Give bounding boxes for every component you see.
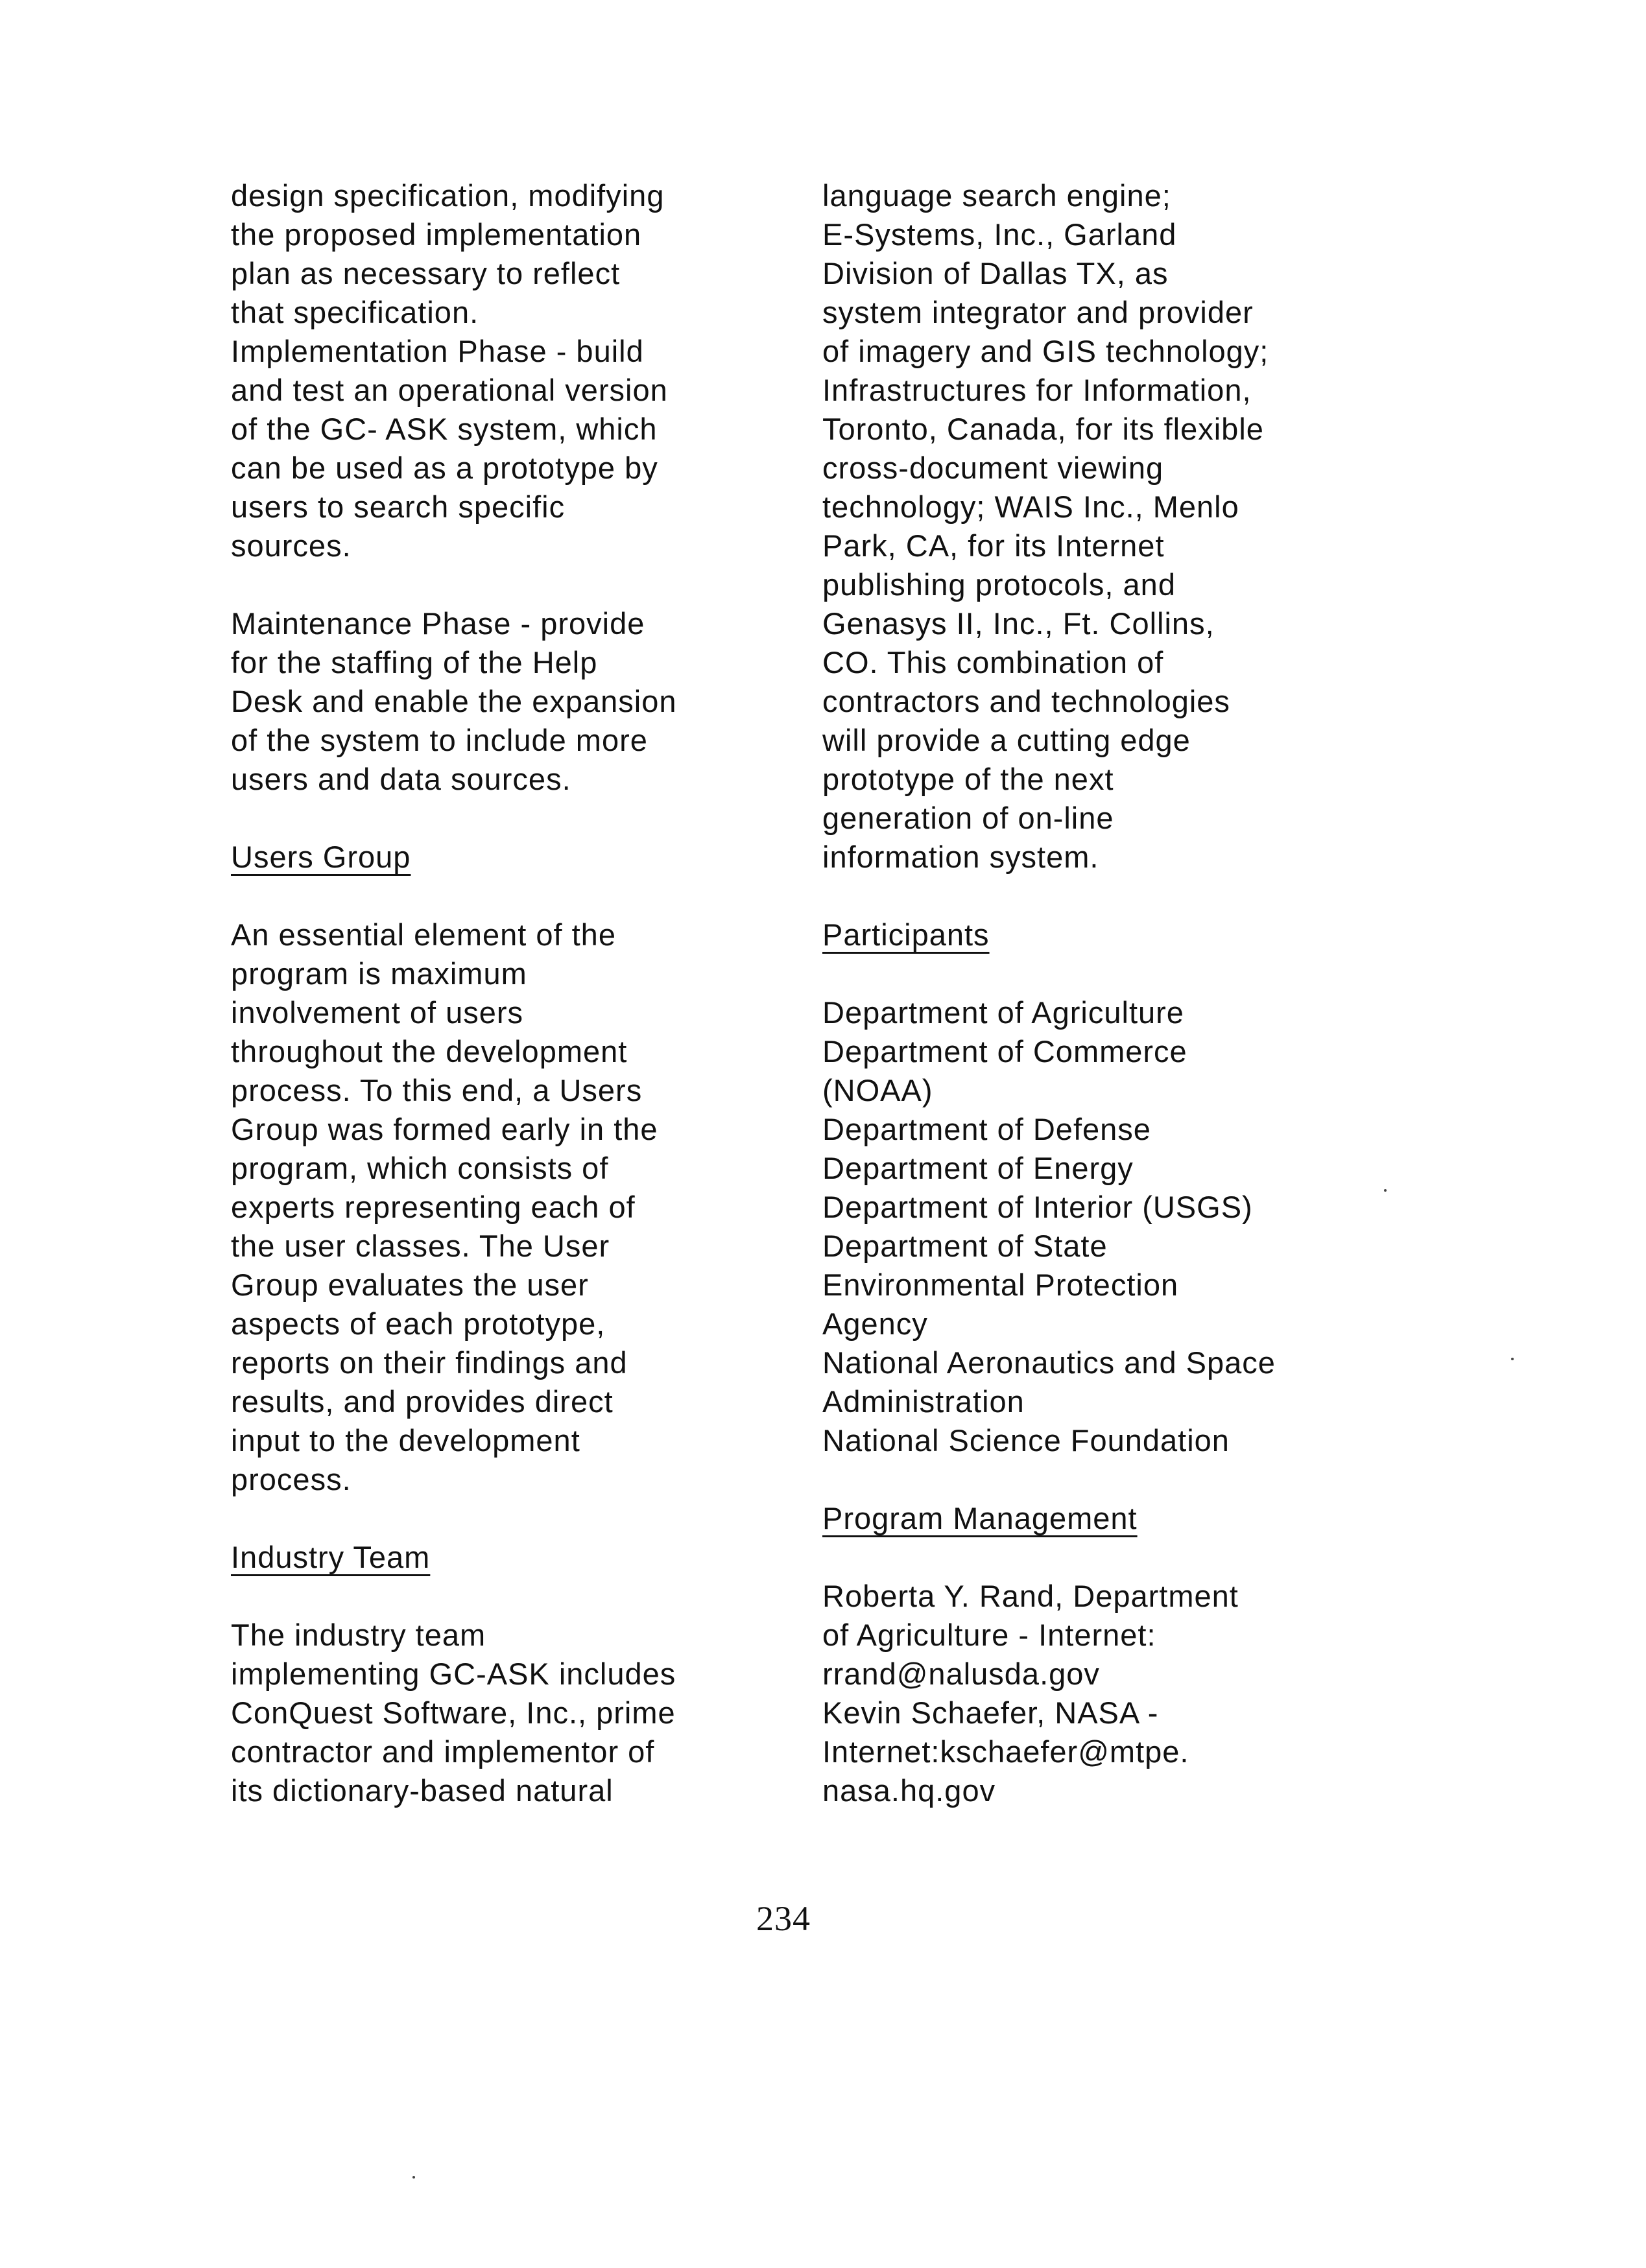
text-line: technology; WAIS Inc., Menlo	[822, 490, 1239, 524]
text-line: contractors and technologies	[822, 684, 1230, 718]
text-line: information system.	[822, 840, 1099, 874]
text-line: Infrastructures for Information,	[822, 373, 1252, 407]
section-heading-industry-team: Industry Team	[231, 1540, 431, 1574]
text-line: involvement of users	[231, 995, 524, 1030]
text-line: aspects of each prototype,	[231, 1306, 606, 1341]
text-line: the user classes. The User	[231, 1229, 610, 1263]
text-line: Maintenance Phase - provide	[231, 606, 645, 641]
text-line: Division of Dallas TX, as	[822, 256, 1169, 290]
paragraph	[231, 915, 789, 1499]
list-item: Agency	[822, 1306, 928, 1341]
text-line: that specification.	[231, 295, 479, 329]
list-item: Department of Interior (USGS)	[822, 1190, 1253, 1224]
section-heading-participants: Participants	[822, 917, 990, 952]
list-item: Department of Energy	[822, 1151, 1134, 1185]
text-line: can be used as a prototype by	[231, 451, 658, 485]
text-line: publishing protocols, and	[822, 567, 1176, 602]
text-line: E-Systems, Inc., Garland	[822, 217, 1177, 252]
contact-email: nasa.hq.gov	[822, 1773, 996, 1808]
text-line: Desk and enable the expansion	[231, 684, 677, 718]
list-item: Department of Commerce	[822, 1034, 1187, 1069]
list-item: Department of Defense	[822, 1112, 1151, 1146]
text-line: implementing GC-ASK includes	[231, 1657, 676, 1691]
text-line: and test an operational version	[231, 373, 668, 407]
text-line: prototype of the next	[822, 762, 1114, 796]
text-line: users and data sources.	[231, 762, 571, 796]
contact-email: Internet:kschaefer@mtpe.	[822, 1734, 1189, 1769]
paragraph	[231, 1616, 789, 1810]
list-item: Department of Agriculture	[822, 995, 1184, 1030]
list-item: Environmental Protection	[822, 1268, 1179, 1302]
program-management-contacts	[822, 1577, 1406, 1810]
section-heading-program-management: Program Management	[822, 1501, 1138, 1535]
scan-speck	[1511, 1358, 1514, 1360]
text-line: throughout the development	[231, 1034, 628, 1069]
section-heading-users-group: Users Group	[231, 840, 411, 874]
text-line: its dictionary-based natural	[231, 1773, 614, 1808]
page-number: 234	[756, 1899, 811, 1938]
text-line: language search engine;	[822, 178, 1171, 213]
left-column	[231, 176, 789, 1810]
text-line: program, which consists of	[231, 1151, 609, 1185]
paragraph	[231, 604, 789, 799]
text-line: Implementation Phase - build	[231, 334, 644, 368]
scan-speck	[1384, 1189, 1387, 1192]
text-line: of the GC- ASK system, which	[231, 412, 658, 446]
text-line: The industry team	[231, 1618, 486, 1652]
list-item: National Science Foundation	[822, 1423, 1230, 1458]
text-line: input to the development	[231, 1423, 580, 1458]
text-line: Kevin Schaefer, NASA -	[822, 1695, 1159, 1730]
participants-list	[822, 993, 1406, 1460]
text-line: Group evaluates the user	[231, 1268, 589, 1302]
text-line: cross-document viewing	[822, 451, 1164, 485]
list-item: (NOAA)	[822, 1073, 933, 1107]
text-line: will provide a cutting edge	[822, 723, 1191, 757]
text-line: experts representing each of	[231, 1190, 636, 1224]
text-line: Genasys II, Inc., Ft. Collins,	[822, 606, 1215, 641]
text-line: of imagery and GIS technology;	[822, 334, 1269, 368]
list-item: Administration	[822, 1384, 1025, 1419]
text-line: reports on their findings and	[231, 1345, 628, 1380]
contact-email: rrand@nalusda.gov	[822, 1657, 1100, 1691]
text-line: sources.	[231, 528, 352, 563]
scan-speck	[412, 2176, 415, 2179]
right-column	[822, 176, 1406, 1810]
text-line: Park, CA, for its Internet	[822, 528, 1165, 563]
paragraph	[822, 176, 1406, 877]
text-line: Toronto, Canada, for its flexible	[822, 412, 1264, 446]
paragraph	[231, 176, 789, 565]
list-item: Department of State	[822, 1229, 1108, 1263]
text-line: of the system to include more	[231, 723, 648, 757]
text-line: users to search specific	[231, 490, 566, 524]
list-item: National Aeronautics and Space	[822, 1345, 1276, 1380]
text-line: results, and provides direct	[231, 1384, 614, 1419]
text-line: design specification, modifying	[231, 178, 665, 213]
text-line: plan as necessary to reflect	[231, 256, 621, 290]
text-line: generation of on-line	[822, 801, 1114, 835]
text-line: An essential element of the	[231, 917, 616, 952]
text-line: CO. This combination of	[822, 645, 1164, 679]
text-line: ConQuest Software, Inc., prime	[231, 1695, 676, 1730]
text-line: program is maximum	[231, 956, 527, 991]
text-line: the proposed implementation	[231, 217, 642, 252]
text-line: process. To this end, a Users	[231, 1073, 643, 1107]
text-line: system integrator and provider	[822, 295, 1254, 329]
text-line: process.	[231, 1462, 352, 1496]
text-line: of Agriculture - Internet:	[822, 1618, 1156, 1652]
text-line: Group was formed early in the	[231, 1112, 658, 1146]
text-line: contractor and implementor of	[231, 1734, 655, 1769]
text-line: for the staffing of the Help	[231, 645, 598, 679]
text-line: Roberta Y. Rand, Department	[822, 1579, 1239, 1613]
